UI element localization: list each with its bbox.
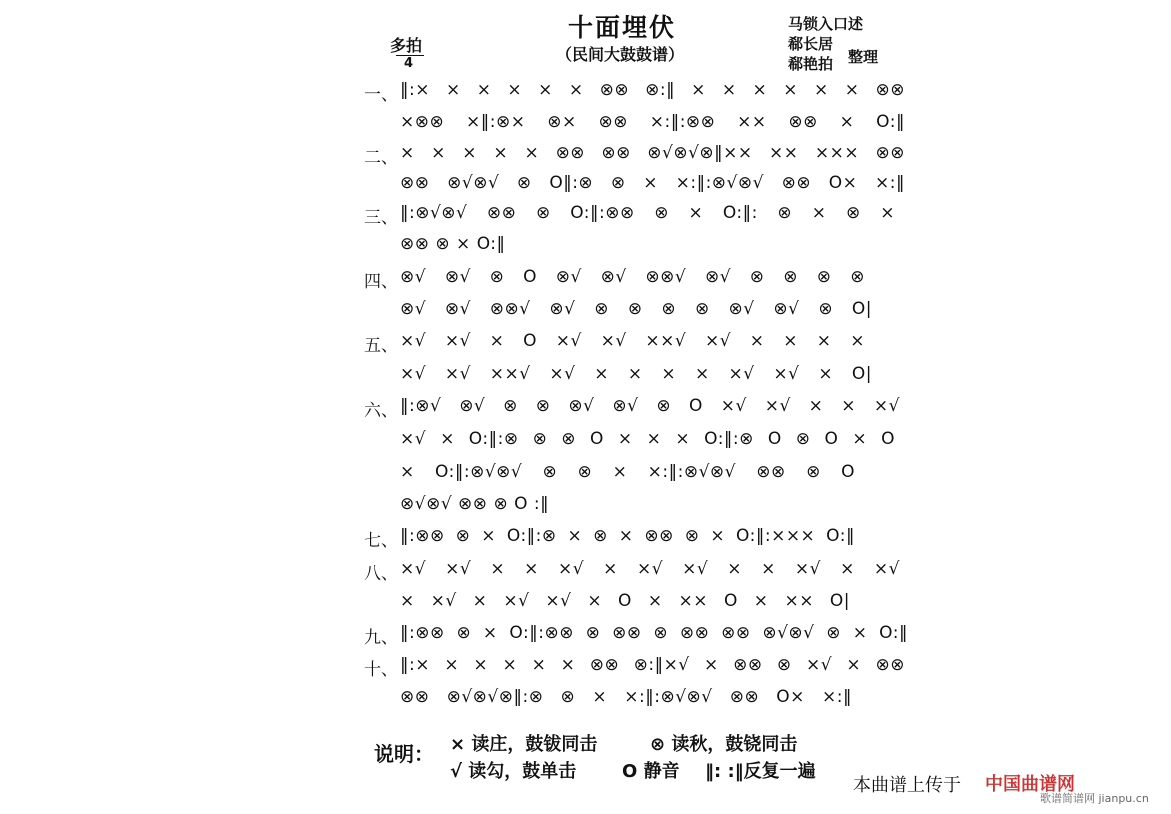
notation-line: ×√ ×√ × × ×√ × ×√ ×√ × × ×√ × ×√	[400, 559, 900, 579]
notation-line: ⊗⊗ ⊗√⊗√ ⊗ O‖:⊗ ⊗ × ×:‖:⊗√⊗√ ⊗⊗ O× ×:‖	[400, 173, 905, 193]
notation-line: × O:‖:⊗√⊗√ ⊗ ⊗ × ×:‖:⊗√⊗√ ⊗⊗ ⊗ O	[400, 462, 855, 482]
score-subtitle: （民间大鼓鼓谱）	[556, 45, 685, 64]
credit-arranger-1: 郗长居	[788, 35, 834, 53]
section-label: 一、	[364, 85, 398, 105]
section-label: 四、	[364, 272, 398, 292]
credit-role: 整理	[848, 48, 879, 66]
section-label: 八、	[364, 564, 398, 584]
meter-top: 多拍	[390, 36, 423, 55]
legend-circled-cross: ⊗ 读秋，鼓铙同击	[650, 734, 798, 755]
section-label: 七、	[364, 531, 398, 551]
notation-line: ×√ ×√ ××√ ×√ × × × × ×√ ×√ × O|	[400, 364, 872, 384]
notation-line: × ×√ × ×√ ×√ × O × ×× O × ×× O|	[400, 591, 850, 611]
notation-line: ×√ × O:‖:⊗ ⊗ ⊗ O × × × O:‖:⊗ O ⊗ O × O	[400, 429, 895, 449]
legend-rest: O 静音	[622, 761, 680, 782]
notation-line: ⊗√⊗√ ⊗⊗ ⊗ O :‖	[400, 494, 550, 514]
notation-line: ‖:⊗⊗ ⊗ × O:‖:⊗⊗ ⊗ ⊗⊗ ⊗ ⊗⊗ ⊗⊗ ⊗√⊗√ ⊗ × O:‖	[400, 623, 908, 643]
notation-line: ×√ ×√ × O ×√ ×√ ××√ ×√ × × × ×	[400, 331, 865, 351]
watermark: 歌谱简谱网 jianpu.cn	[1040, 792, 1149, 805]
section-label: 五、	[364, 336, 398, 356]
credit-arranger-2: 郗艳拍	[788, 55, 834, 73]
section-label: 十、	[364, 660, 398, 680]
section-label: 九、	[364, 628, 398, 648]
notation-line: × × × × × ⊗⊗ ⊗⊗ ⊗√⊗√⊗‖×× ×× ××× ⊗⊗	[400, 143, 905, 163]
credit-narrator: 马锁入口述	[788, 15, 864, 33]
explanation-heading: 说明：	[374, 742, 434, 766]
meter-bottom: 4	[404, 56, 414, 71]
score-title: 十面埋伏	[568, 13, 677, 42]
notation-line: ⊗⊗ ⊗ × O:‖	[400, 234, 506, 254]
legend-cross: × 读庄，鼓钹同击	[450, 734, 598, 755]
notation-line: ‖:⊗√ ⊗√ ⊗ ⊗ ⊗√ ⊗√ ⊗ O ×√ ×√ × × ×√	[400, 396, 900, 416]
notation-line: ⊗⊗ ⊗√⊗√⊗‖:⊗ ⊗ × ×:‖:⊗√⊗√ ⊗⊗ O× ×:‖	[400, 687, 852, 707]
notation-line: ‖:× × × × × × ⊗⊗ ⊗:‖×√ × ⊗⊗ ⊗ ×√ × ⊗⊗	[400, 655, 905, 675]
notation-line: ×⊗⊗ ×‖:⊗× ⊗× ⊗⊗ ×:‖:⊗⊗ ×× ⊗⊗ × O:‖	[400, 112, 905, 132]
logo-text: 中国曲谱网	[985, 774, 1075, 795]
section-label: 二、	[364, 148, 398, 168]
upload-note: 本曲谱上传于	[853, 775, 961, 796]
notation-line: ‖:⊗⊗ ⊗ × O:‖:⊗ × ⊗ × ⊗⊗ ⊗ × O:‖:××× O:‖	[400, 526, 855, 546]
section-label: 六、	[364, 401, 398, 421]
notation-line: ‖:× × × × × × ⊗⊗ ⊗:‖ × × × × × × ⊗⊗	[400, 80, 905, 100]
legend-repeat: ‖: :‖反复一遍	[705, 761, 816, 782]
section-label: 三、	[364, 208, 398, 228]
legend-check: √ 读勾，鼓单击	[450, 761, 577, 782]
notation-line: ⊗√ ⊗√ ⊗⊗√ ⊗√ ⊗ ⊗ ⊗ ⊗ ⊗√ ⊗√ ⊗ O|	[400, 299, 872, 319]
notation-line: ⊗√ ⊗√ ⊗ O ⊗√ ⊗√ ⊗⊗√ ⊗√ ⊗ ⊗ ⊗ ⊗	[400, 267, 865, 287]
notation-line: ‖:⊗√⊗√ ⊗⊗ ⊗ O:‖:⊗⊗ ⊗ × O:‖: ⊗ × ⊗ ×	[400, 203, 895, 223]
